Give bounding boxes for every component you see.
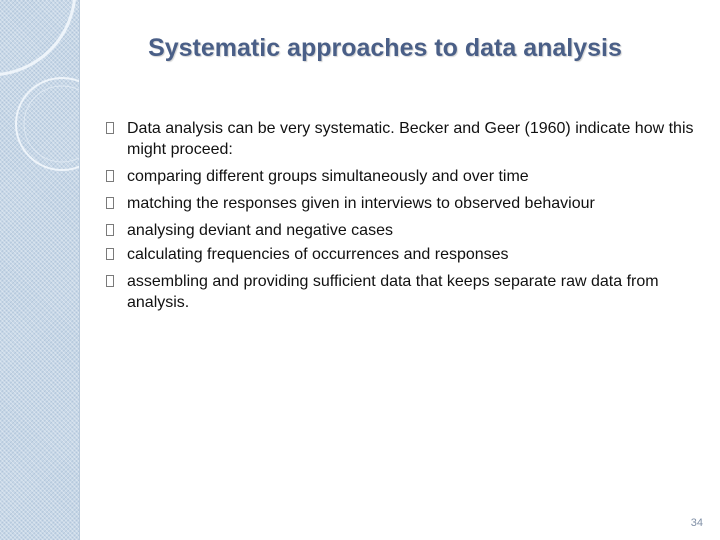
bullet-item <box>106 118 706 160</box>
bullet-box-icon <box>106 122 114 134</box>
bullet-box-icon <box>106 170 114 182</box>
decorative-side-strip <box>0 0 80 540</box>
bullet-box-icon <box>106 197 114 209</box>
bullet-text: assembling and providing sufficient data that keeps separate raw data from analysis. <box>127 273 659 311</box>
bullet-list <box>106 118 706 319</box>
slide-title: Systematic approaches to data analysis <box>148 34 622 62</box>
decorative-circle-inner <box>24 86 80 162</box>
bullet-item <box>106 220 706 241</box>
page-number: 34 <box>690 517 703 529</box>
decorative-circle-outer <box>16 78 80 170</box>
decorative-circles-icon <box>0 0 80 200</box>
bullet-box-icon <box>106 248 114 260</box>
bullet-item <box>106 244 706 265</box>
bullet-box-icon <box>106 224 114 236</box>
bullet-text: Data analysis can be very systematic. Becker and Geer (1960) indicate how this might proceed: <box>127 120 694 158</box>
bullet-box-icon <box>106 275 114 287</box>
bullet-item <box>106 193 706 214</box>
bullet-text: analysing deviant and negative cases <box>127 222 393 239</box>
bullet-item <box>106 271 706 313</box>
bullet-text: calculating frequencies of occurrences and responses <box>127 246 509 263</box>
bullet-item <box>106 166 706 187</box>
bullet-text: matching the responses given in interviews to observed behaviour <box>127 195 595 212</box>
bullet-text: comparing different groups simultaneously and over time <box>127 168 529 185</box>
